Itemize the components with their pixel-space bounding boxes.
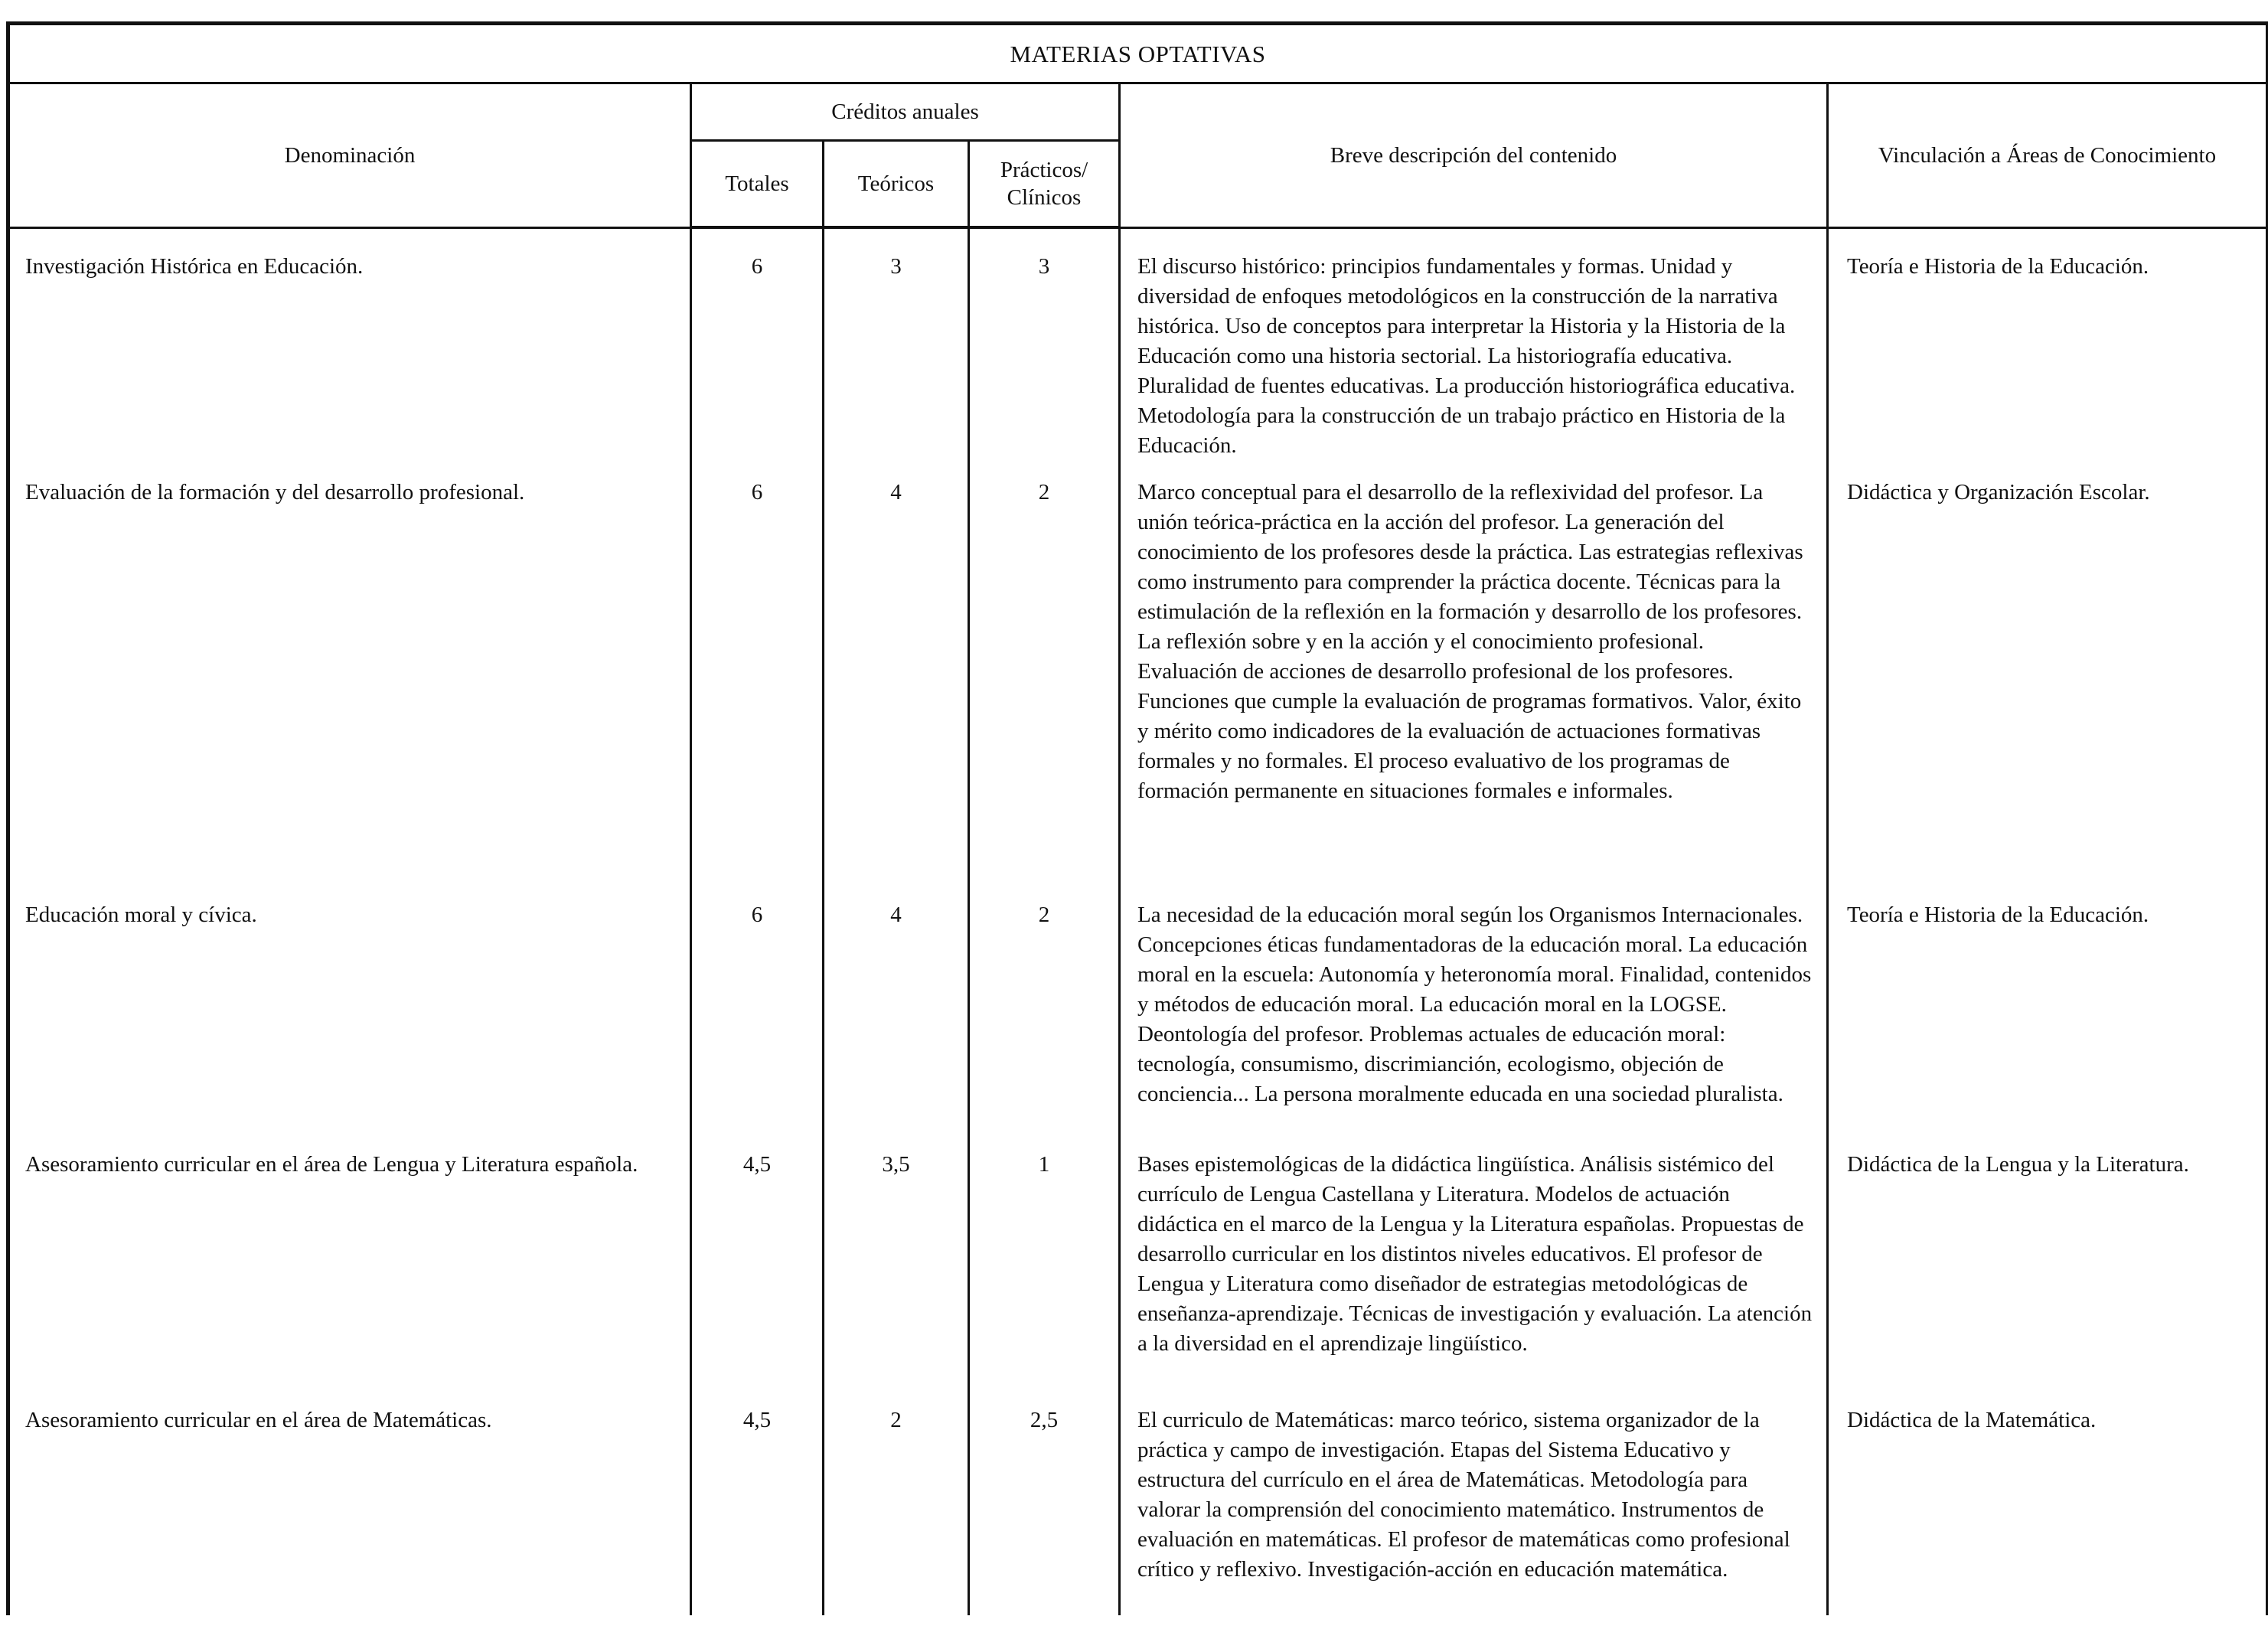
row-vinculacion: Didáctica de la Lengua y la Literatura. — [1847, 1151, 2189, 1177]
row-practicos: 3 — [1038, 254, 1050, 279]
row-teoricos: 3,5 — [882, 1151, 910, 1177]
row-descripcion: El curriculo de Matemáticas: marco teórico, sistema organizador de la práctica y campo de investigación. Etapas del Sistema Educativo y estructura del currículo en el área de Matemáticas. Metodología para valorar la comprensión del conocimiento matemático. Instrumentos de evaluación en matemáticas. El profesor de matemáticas como profesional crítico y reflexivo. Investigación-acción en educación matemática. — [1137, 1407, 1790, 1582]
row-vinculacion: Didáctica de la Matemática. — [1847, 1407, 2097, 1432]
table-row — [8, 461, 2268, 876]
row-practicos: 2 — [1038, 902, 1050, 927]
row-totales: 4,5 — [742, 1407, 772, 1432]
table-row — [8, 227, 2268, 461]
row-practicos: 2 — [1038, 479, 1050, 504]
row-totales: 6 — [751, 479, 763, 504]
row-denominacion: Asesoramiento curricular en el área de Matemáticas. — [25, 1407, 492, 1432]
header-teoricos: Teóricos — [824, 141, 969, 228]
row-vinculacion: Teoría e Historia de la Educación. — [1847, 253, 2149, 279]
row-teoricos: 2 — [890, 1407, 902, 1432]
row-totales: 4,5 — [742, 1151, 772, 1177]
header-descripcion: Breve descripción del contenido — [1120, 83, 1828, 228]
row-denominacion: Educación moral y cívica. — [25, 902, 257, 927]
row-totales: 6 — [751, 902, 763, 927]
table-row — [8, 1395, 2268, 1615]
row-vinculacion: Teoría e Historia de la Educación. — [1847, 902, 2149, 927]
row-teoricos: 3 — [890, 254, 902, 279]
header-creditos-anuales: Créditos anuales — [691, 83, 1120, 141]
row-teoricos: 4 — [890, 479, 902, 504]
materias-optativas-table — [6, 21, 2268, 1615]
row-vinculacion: Didáctica y Organización Escolar. — [1847, 479, 2150, 504]
row-denominacion: Asesoramiento curricular en el área de Lengua y Literatura española. — [25, 1151, 638, 1177]
table-row — [8, 1139, 2268, 1395]
row-practicos: 1 — [1038, 1151, 1050, 1177]
header-practicos: Prácticos/ Clínicos — [969, 141, 1120, 228]
header-vinculacion: Vinculación a Áreas de Conocimiento — [1828, 83, 2268, 228]
row-denominacion: Evaluación de la formación y del desarrollo profesional. — [25, 479, 525, 504]
row-totales: 6 — [751, 254, 763, 279]
row-descripcion: Bases epistemológicas de la didáctica lingüística. Análisis sistémico del currículo de Lengua Castellana y Literatura. Modelos de actuación didáctica en el marco de la Lengua y la Literatura españolas. Propuestas de desarrollo curricular en los distintos niveles educativos. El profesor de Lengua y Literatura como diseñador de estrategias metodológicas de enseñanza-aprendizaje. Técnicas de investigación y evaluación. La atención a la diversidad en el aprendizaje lingüístico. — [1137, 1151, 1813, 1356]
table-title: MATERIAS OPTATIVAS — [8, 24, 2268, 83]
table-row — [8, 876, 2268, 1139]
row-descripcion: La necesidad de la educación moral según los Organismos Internacionales. Concepciones éticas fundamentadoras de la educación moral. La educación moral en la escuela: Autonomía y heteronomía moral. Finalidad, contenidos y métodos de educación moral. La educación moral en la LOGSE. Deontología del profesor. Problemas actuales de educación moral: tecnología, consumismo, discrimianción, ecologismo, objeción de conciencia... La persona moralmente educada en una sociedad pluralista. — [1137, 902, 1812, 1106]
header-totales: Totales — [691, 141, 824, 228]
row-teoricos: 4 — [890, 902, 902, 927]
row-descripcion: El discurso histórico: principios fundamentales y formas. Unidad y diversidad de enfoques metodológicos en la construcción de la narrativa histórica. Uso de conceptos para interpretar la Historia y la Historia de la Educación como una historia sectorial. La historiografía educativa. Pluralidad de fuentes educativas. La producción historiográfica educativa. Metodología para la construcción de un trabajo práctico en Historia de la Educación. — [1137, 253, 1796, 458]
row-denominacion: Investigación Histórica en Educación. — [25, 253, 364, 279]
header-denominacion: Denominación — [8, 83, 691, 228]
row-descripcion: Marco conceptual para el desarrollo de la reflexividad del profesor. La unión teórica-práctica en la acción del profesor. La generación del conocimiento de los profesores desde la práctica. Las estrategias reflexivas como instrumento para comprender la práctica docente. Técnicas para la estimulación de la reflexión en la formación y desarrollo de los profesores. La reflexión sobre y en la acción y el conocimiento profesional. Evaluación de acciones de desarrollo profesional de los profesores. Funciones que cumple la evaluación de programas formativos. Valor, éxito y mérito como indicadores de la evaluación de actuaciones formativas formales y no formales. El proceso evaluativo de los programas de formación permanente en situaciones formales e informales. — [1137, 479, 1803, 803]
row-practicos: 2,5 — [1030, 1407, 1059, 1432]
